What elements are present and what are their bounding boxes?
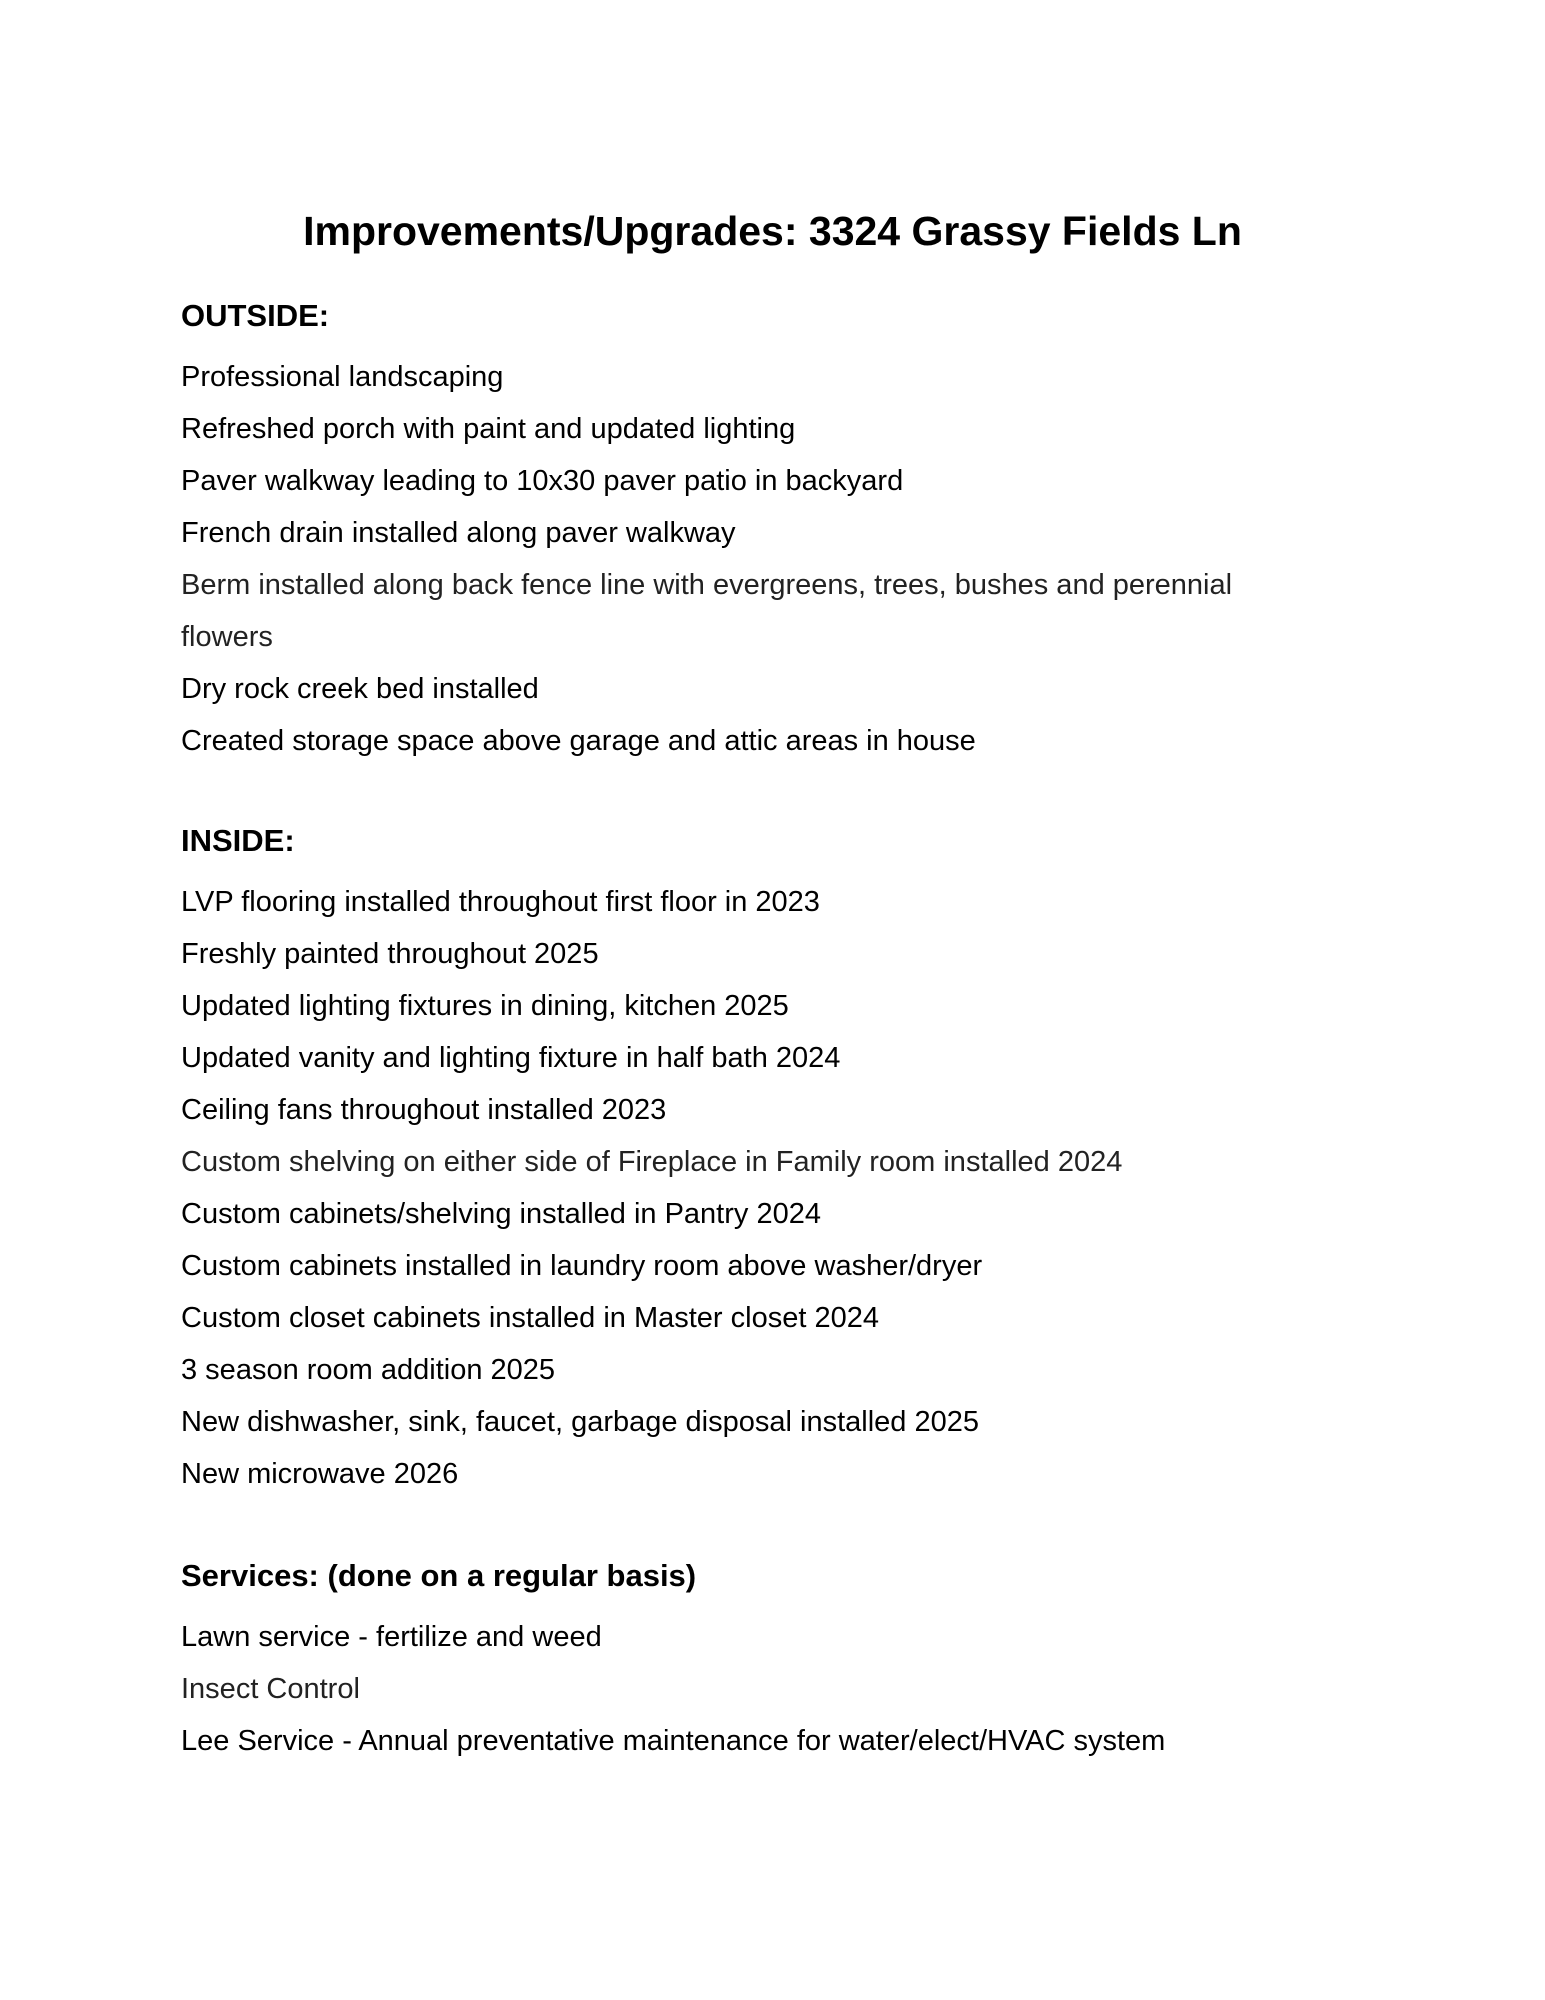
- list-item: 3 season room addition 2025: [181, 1354, 556, 1386]
- outside-section: [181, 296, 1381, 767]
- list-item: Updated vanity and lighting fixture in half bath 2024: [181, 1042, 841, 1074]
- inside-list: [181, 876, 1381, 1500]
- list-item: New dishwasher, sink, faucet, garbage disposal installed 2025: [181, 1406, 979, 1438]
- services-section: [181, 1556, 1381, 1767]
- outside-list: [181, 351, 1381, 767]
- list-item: Insect Control: [181, 1673, 360, 1705]
- list-item: Dry rock creek bed installed: [181, 673, 539, 705]
- list-item: Created storage space above garage and attic areas in house: [181, 725, 976, 757]
- list-item: Lee Service - Annual preventative maintenance for water/elect/HVAC system: [181, 1725, 1166, 1757]
- list-item: flowers: [181, 621, 273, 653]
- list-item: Paver walkway leading to 10x30 paver patio in backyard: [181, 465, 904, 497]
- services-heading: Services: (done on a regular basis): [181, 1558, 697, 1593]
- inside-heading: INSIDE:: [181, 823, 295, 858]
- inside-section: [181, 821, 1381, 1500]
- list-item: New microwave 2026: [181, 1458, 459, 1490]
- list-item: Freshly painted throughout 2025: [181, 938, 599, 970]
- outside-heading: OUTSIDE:: [181, 298, 330, 333]
- list-item: Lawn service - fertilize and weed: [181, 1621, 602, 1653]
- list-item: Custom cabinets installed in laundry room above washer/dryer: [181, 1250, 983, 1282]
- list-item: Professional landscaping: [181, 361, 504, 393]
- list-item: Updated lighting fixtures in dining, kitchen 2025: [181, 990, 789, 1022]
- list-item: Berm installed along back fence line with evergreens, trees, bushes and perennial: [181, 569, 1233, 601]
- list-item: Custom cabinets/shelving installed in Pantry 2024: [181, 1198, 821, 1230]
- list-item: Ceiling fans throughout installed 2023: [181, 1094, 667, 1126]
- list-item: Custom shelving on either side of Fireplace in Family room installed 2024: [181, 1146, 1123, 1178]
- list-item: Custom closet cabinets installed in Master closet 2024: [181, 1302, 879, 1334]
- services-list: [181, 1611, 1381, 1767]
- list-item: LVP flooring installed throughout first floor in 2023: [181, 886, 820, 918]
- list-item: French drain installed along paver walkway: [181, 517, 736, 549]
- document-title: Improvements/Upgrades: 3324 Grassy Fields Ln: [303, 208, 1242, 255]
- list-item: Refreshed porch with paint and updated lighting: [181, 413, 796, 445]
